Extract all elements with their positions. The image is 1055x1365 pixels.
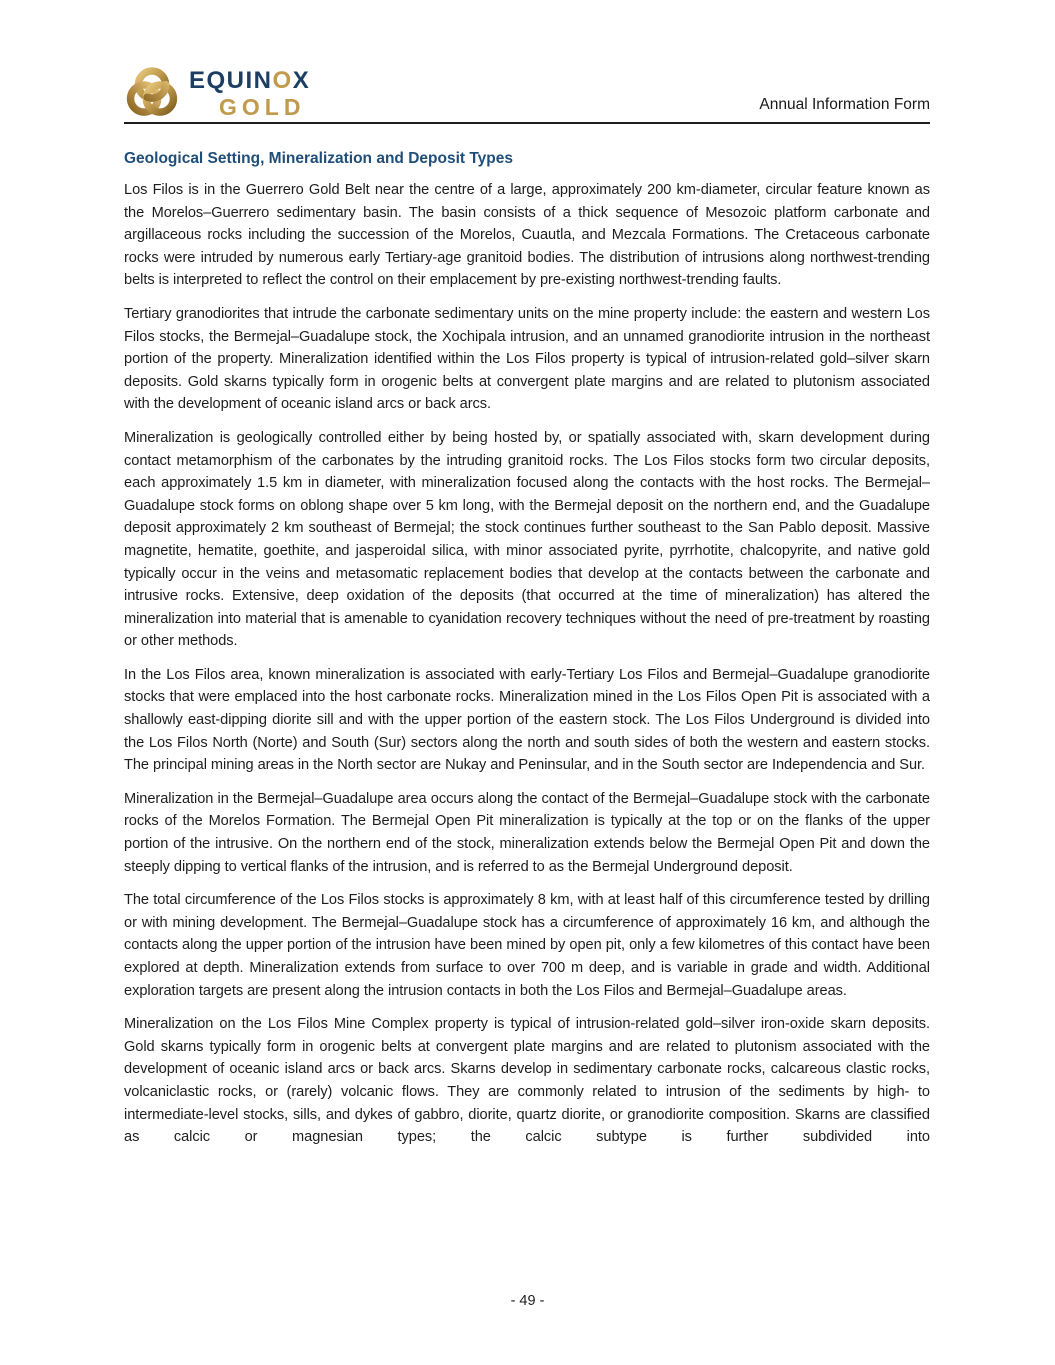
page-header	[124, 0, 930, 124]
logo-equinox-text	[189, 69, 310, 93]
paragraph-mineralization-control: Mineralization is geologically controlled either by being hosted by, or spatially associated with, skarn development during contact metamorphism of the carbonates by the intruding granitoid rocks. The Los Filos stocks form two circular deposits, each approximately 1.5 km in diameter, with mineralization focused along the contacts with the host rocks. The Bermejal–Guadalupe stock forms on oblong shape over 5 km long, with the Bermejal deposit on the northern end, and the Guadalupe deposit approximately 2 km southeast of Bermejal; the stock continues further southeast to the San Pablo deposit. Massive magnetite, hematite, goethite, and jasperoidal silica, with minor associated pyrite, pyrrhotite, chalcopyrite, and native gold typically occur in the veins and metasomatic replacement bodies that develop at the contacts between the carbonate and intrusive rocks. Extensive, deep oxidation of the deposits (that occurred at the time of mineralization) has altered the mineralization into material that is amenable to cyanidation recovery techniques without the need of pre-treatment by roasting or other methods.	[124, 429, 930, 650]
page-number: - 49 -	[510, 1293, 545, 1309]
paragraph-circumference: The total circumference of the Los Filos stocks is approximately 8 km, with at least half of this circumference tested by drilling or with mining development. The Bermejal–Guadalupe stock has a circumference of approximately 16 km, and although the contacts along the upper portion of the intrusion have been mined by open pit, only a few kilometres of this contact have been explored at depth. Mineralization extends from surface to over 700 m deep, and is variable in grade and width. Additional exploration targets are present along the intrusion contacts in both the Los Filos and Bermejal–Guadalupe areas.	[124, 892, 930, 999]
paragraph-los-filos-area: In the Los Filos area, known mineralization is associated with early-Tertiary Los Filos and Bermejal–Guadalupe granodiorite stocks that were emplaced into the host carbonate rocks. Mineralization mined in the Los Filos Open Pit is associated with a shallowly east-dipping diorite sill and with the upper portion of the eastern stock. The Los Filos Underground is divided into the Los Filos North (Norte) and South (Sur) sectors along the north and south sides of both the western and eastern stocks. The principal mining areas in the North sector are Nukay and Peninsular, and in the South sector are Independencia and Sur.	[124, 666, 930, 774]
logo-equinox-post: X	[292, 67, 311, 94]
page-body	[124, 150, 930, 1149]
paragraph-granodiorites: Tertiary granodiorites that intrude the carbonate sedimentary units on the mine property include: the eastern and western Los Filos stocks, the Bermejal–Guadalupe stock, the Xochipala intrusion, and an unnamed granodiorite intrusion in the northeast portion of the property. Mineralization identified within the Los Filos property is typical of intrusion-related gold–silver skarn deposits. Gold skarns typically form in orogenic belts at convergent plate margins and are related to plutonism associated with the development of oceanic island arcs or back arcs.	[124, 305, 930, 413]
page-footer	[0, 1293, 1055, 1309]
document-title: Annual Information Form	[759, 96, 930, 113]
section-heading: Geological Setting, Mineralization and Deposit Types	[124, 150, 513, 167]
logo-equinox-pre: EQUIN	[189, 67, 273, 94]
equinox-gold-logo	[124, 64, 310, 120]
equinox-rings-icon	[124, 64, 180, 120]
paragraph-geology-setting: Los Filos is in the Guerrero Gold Belt near the centre of a large, approximately 200 km-diameter, circular feature known as the Morelos–Guerrero sedimentary basin. The basin consists of a thick sequence of Mesozoic platform carbonate and argillaceous rocks including the succession of the Morelos, Cuautla, and Mezcala Formations. The Cretaceous carbonate rocks were intruded by numerous early Tertiary-age granitoid bodies. The distribution of intrusions along northwest-trending belts is interpreted to reflect the control on their emplacement by pre-existing northwest-trending faults.	[124, 182, 930, 289]
logo-gold-o: O	[272, 67, 293, 94]
paragraph-skarn-types: Mineralization on the Los Filos Mine Complex property is typical of intrusion-related gold–silver iron-oxide skarn deposits. Gold skarns typically form in orogenic belts at convergent plate margins and are related to plutonism associated with the development of oceanic island arcs or back arcs. Skarns develop in sedimentary carbonate rocks, calcareous clastic rocks, volcaniclastic rocks, or (rarely) volcanic flows. They are commonly related to intrusion of the sediments by high- to intermediate-level stocks, sills, and dykes of gabbro, diorite, quartz diorite, or granodiorite composition. Skarns are classified as calcic or magnesian types; the calcic subtype is further subdivided into	[124, 1016, 930, 1146]
paragraph-bermejal-guadalupe: Mineralization in the Bermejal–Guadalupe area occurs along the contact of the Bermejal–Guadalupe stock with the carbonate rocks of the Morelos Formation. The Bermejal Open Pit mineralization is typically at the top or on the flanks of the upper portion of the intrusive. On the northern end of the stock, mineralization extends below the Bermejal Open Pit and down the steeply dipping to vertical flanks of the intrusion, and is referred to as the Bermejal Underground deposit.	[124, 790, 930, 875]
logo-gold-text: GOLD	[219, 94, 306, 120]
logo-wordmark	[189, 64, 310, 119]
